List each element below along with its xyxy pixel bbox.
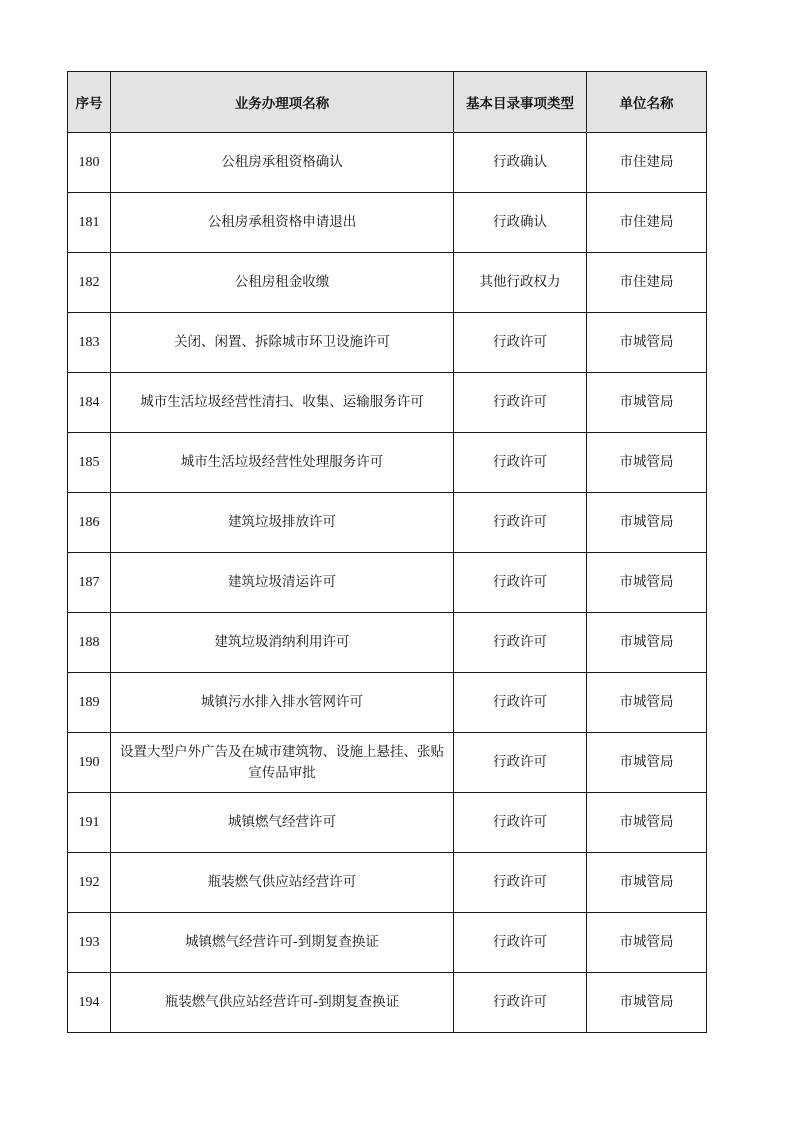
cell-item-name: 城市生活垃圾经营性清扫、收集、运输服务许可 <box>111 373 454 433</box>
cell-unit-name: 市住建局 <box>587 253 707 313</box>
cell-serial-number: 186 <box>68 493 111 553</box>
cell-unit-name: 市城管局 <box>587 613 707 673</box>
cell-item-name: 公租房承租资格申请退出 <box>111 193 454 253</box>
cell-serial-number: 184 <box>68 373 111 433</box>
cell-item-type: 行政许可 <box>454 613 587 673</box>
cell-unit-name: 市城管局 <box>587 373 707 433</box>
cell-item-name: 建筑垃圾消纳利用许可 <box>111 613 454 673</box>
cell-item-name: 瓶装燃气供应站经营许可-到期复查换证 <box>111 973 454 1033</box>
cell-unit-name: 市住建局 <box>587 133 707 193</box>
table-row <box>68 433 707 493</box>
cell-item-type: 行政许可 <box>454 913 587 973</box>
cell-item-name: 城镇污水排入排水管网许可 <box>111 673 454 733</box>
cell-unit-name: 市城管局 <box>587 853 707 913</box>
cell-serial-number: 193 <box>68 913 111 973</box>
cell-serial-number: 185 <box>68 433 111 493</box>
cell-item-name: 城市生活垃圾经营性处理服务许可 <box>111 433 454 493</box>
cell-serial-number: 180 <box>68 133 111 193</box>
cell-item-name: 建筑垃圾排放许可 <box>111 493 454 553</box>
cell-item-type: 行政许可 <box>454 433 587 493</box>
cell-serial-number: 190 <box>68 733 111 793</box>
cell-item-name: 公租房租金收缴 <box>111 253 454 313</box>
cell-unit-name: 市城管局 <box>587 553 707 613</box>
document-page <box>67 71 706 1033</box>
header-item-type: 基本目录事项类型 <box>454 72 587 133</box>
cell-unit-name: 市城管局 <box>587 493 707 553</box>
cell-item-name: 瓶装燃气供应站经营许可 <box>111 853 454 913</box>
cell-item-name: 关闭、闲置、拆除城市环卫设施许可 <box>111 313 454 373</box>
cell-item-type: 行政许可 <box>454 313 587 373</box>
table-row <box>68 973 707 1033</box>
cell-item-type: 行政确认 <box>454 133 587 193</box>
cell-item-type: 行政许可 <box>454 673 587 733</box>
cell-unit-name: 市住建局 <box>587 193 707 253</box>
header-serial-number: 序号 <box>68 72 111 133</box>
cell-unit-name: 市城管局 <box>587 313 707 373</box>
cell-item-type: 行政许可 <box>454 373 587 433</box>
table-body <box>68 133 707 1033</box>
table-row <box>68 553 707 613</box>
cell-serial-number: 189 <box>68 673 111 733</box>
cell-item-type: 行政许可 <box>454 973 587 1033</box>
cell-unit-name: 市城管局 <box>587 433 707 493</box>
cell-item-type: 行政许可 <box>454 493 587 553</box>
cell-item-type: 其他行政权力 <box>454 253 587 313</box>
cell-item-name: 公租房承租资格确认 <box>111 133 454 193</box>
table-row <box>68 133 707 193</box>
table-row <box>68 793 707 853</box>
cell-item-name: 城镇燃气经营许可 <box>111 793 454 853</box>
cell-serial-number: 192 <box>68 853 111 913</box>
cell-item-name: 设置大型户外广告及在城市建筑物、设施上悬挂、张贴宣传品审批 <box>111 733 454 793</box>
table-row <box>68 913 707 973</box>
table-row <box>68 733 707 793</box>
table-row <box>68 673 707 733</box>
cell-item-name: 建筑垃圾清运许可 <box>111 553 454 613</box>
cell-unit-name: 市城管局 <box>587 673 707 733</box>
cell-serial-number: 181 <box>68 193 111 253</box>
cell-item-type: 行政确认 <box>454 193 587 253</box>
business-items-table <box>67 71 707 1033</box>
table-row <box>68 313 707 373</box>
cell-serial-number: 183 <box>68 313 111 373</box>
table-row <box>68 253 707 313</box>
table-row <box>68 493 707 553</box>
cell-unit-name: 市城管局 <box>587 973 707 1033</box>
table-row <box>68 373 707 433</box>
cell-serial-number: 194 <box>68 973 111 1033</box>
cell-serial-number: 191 <box>68 793 111 853</box>
cell-item-type: 行政许可 <box>454 733 587 793</box>
header-item-name: 业务办理项名称 <box>111 72 454 133</box>
cell-serial-number: 187 <box>68 553 111 613</box>
table-row <box>68 193 707 253</box>
cell-unit-name: 市城管局 <box>587 793 707 853</box>
cell-unit-name: 市城管局 <box>587 913 707 973</box>
cell-serial-number: 188 <box>68 613 111 673</box>
table-row <box>68 853 707 913</box>
cell-unit-name: 市城管局 <box>587 733 707 793</box>
cell-item-type: 行政许可 <box>454 853 587 913</box>
cell-item-type: 行政许可 <box>454 553 587 613</box>
table-row <box>68 613 707 673</box>
cell-item-type: 行政许可 <box>454 793 587 853</box>
cell-item-name: 城镇燃气经营许可-到期复查换证 <box>111 913 454 973</box>
cell-serial-number: 182 <box>68 253 111 313</box>
table-header-row <box>68 72 707 133</box>
header-unit-name: 单位名称 <box>587 72 707 133</box>
